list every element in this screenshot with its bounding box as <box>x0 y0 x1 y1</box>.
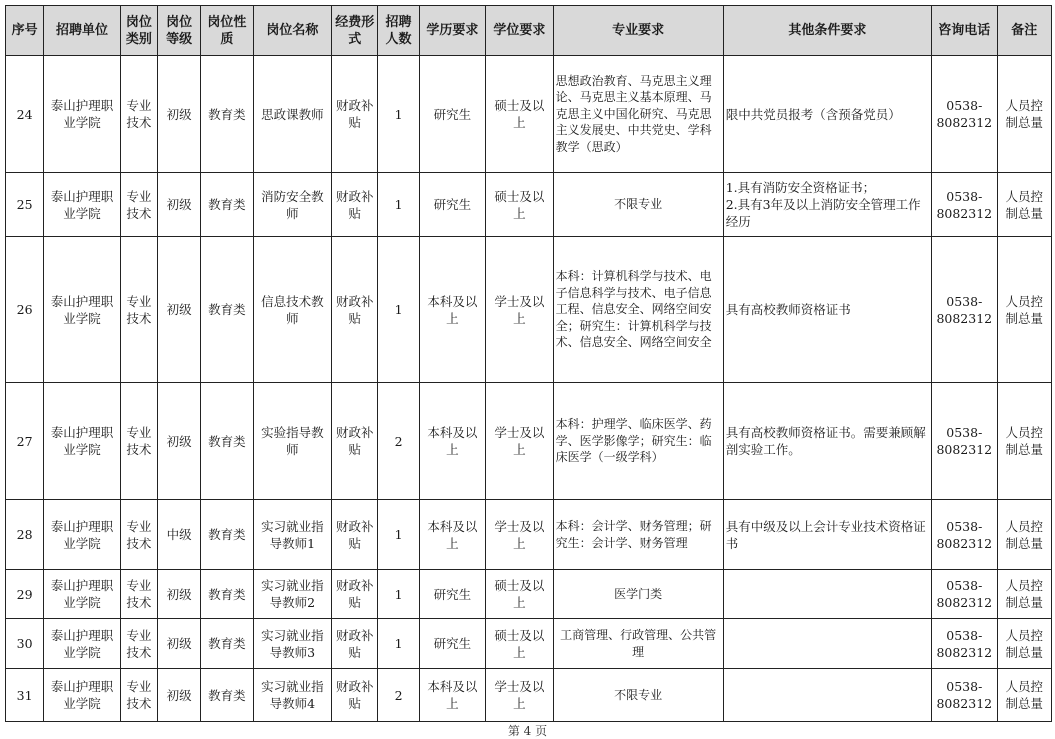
cell-level: 初级 <box>157 383 200 500</box>
cell-count: 1 <box>378 56 419 173</box>
cell-education: 本科及以上 <box>419 500 485 570</box>
cell-degree: 学士及以上 <box>486 383 553 500</box>
cell-category: 专业技术 <box>120 173 157 237</box>
cell-unit: 泰山护理职业学院 <box>44 383 121 500</box>
cell-category: 专业技术 <box>120 237 157 383</box>
cell-seq: 27 <box>6 383 44 500</box>
cell-other <box>723 669 931 722</box>
cell-phone: 0538-8082312 <box>932 173 997 237</box>
cell-unit: 泰山护理职业学院 <box>44 570 121 619</box>
cell-degree: 硕士及以上 <box>486 619 553 669</box>
cell-count: 1 <box>378 173 419 237</box>
recruitment-table <box>5 5 1052 722</box>
header-other: 其他条件要求 <box>723 6 931 56</box>
cell-degree: 硕士及以上 <box>486 56 553 173</box>
cell-other: 限中共党员报考（含预备党员） <box>723 56 931 173</box>
cell-seq: 24 <box>6 56 44 173</box>
cell-major: 本科：护理学、临床医学、药学、医学影像学；研究生：临床医学（一级学科） <box>553 383 723 500</box>
cell-other: 具有中级及以上会计专业技术资格证书 <box>723 500 931 570</box>
cell-major: 本科：会计学、财务管理；研究生：会计学、财务管理 <box>553 500 723 570</box>
cell-category: 专业技术 <box>120 56 157 173</box>
cell-major: 工商管理、行政管理、公共管理 <box>553 619 723 669</box>
cell-note: 人员控制总量 <box>997 237 1051 383</box>
cell-category: 专业技术 <box>120 383 157 500</box>
cell-phone: 0538-8082312 <box>932 237 997 383</box>
cell-note: 人员控制总量 <box>997 56 1051 173</box>
cell-phone: 0538-8082312 <box>932 383 997 500</box>
header-degree: 学位要求 <box>486 6 553 56</box>
cell-funding: 财政补贴 <box>332 56 378 173</box>
cell-funding: 财政补贴 <box>332 619 378 669</box>
cell-education: 研究生 <box>419 173 485 237</box>
cell-level: 初级 <box>157 619 200 669</box>
cell-phone: 0538-8082312 <box>932 500 997 570</box>
cell-phone: 0538-8082312 <box>932 56 997 173</box>
table-row <box>6 56 1052 173</box>
cell-other: 1.具有消防安全资格证书； 2.具有3年及以上消防安全管理工作经历 <box>723 173 931 237</box>
cell-category: 专业技术 <box>120 500 157 570</box>
table-row <box>6 669 1052 722</box>
cell-degree: 硕士及以上 <box>486 570 553 619</box>
cell-funding: 财政补贴 <box>332 669 378 722</box>
cell-seq: 28 <box>6 500 44 570</box>
cell-count: 1 <box>378 500 419 570</box>
header-post-name: 岗位名称 <box>253 6 332 56</box>
cell-nature: 教育类 <box>201 500 253 570</box>
cell-count: 1 <box>378 570 419 619</box>
cell-level: 中级 <box>157 500 200 570</box>
table-row <box>6 237 1052 383</box>
header-phone: 咨询电话 <box>932 6 997 56</box>
cell-nature: 教育类 <box>201 237 253 383</box>
cell-degree: 学士及以上 <box>486 669 553 722</box>
cell-seq: 30 <box>6 619 44 669</box>
header-level: 岗位等级 <box>157 6 200 56</box>
cell-education: 本科及以上 <box>419 237 485 383</box>
cell-education: 本科及以上 <box>419 669 485 722</box>
cell-nature: 教育类 <box>201 173 253 237</box>
header-major: 专业要求 <box>553 6 723 56</box>
cell-note: 人员控制总量 <box>997 383 1051 500</box>
cell-nature: 教育类 <box>201 570 253 619</box>
cell-unit: 泰山护理职业学院 <box>44 173 121 237</box>
header-unit: 招聘单位 <box>44 6 121 56</box>
page-number: 第 4 页 <box>507 724 548 738</box>
cell-nature: 教育类 <box>201 669 253 722</box>
cell-note: 人员控制总量 <box>997 570 1051 619</box>
cell-degree: 硕士及以上 <box>486 173 553 237</box>
cell-funding: 财政补贴 <box>332 500 378 570</box>
cell-major: 思想政治教育、马克思主义理论、马克思主义基本原理、马克思主义中国化研究、马克思主义发展史、中共党史、学科教学（思政） <box>553 56 723 173</box>
header-note: 备注 <box>997 6 1051 56</box>
header-category: 岗位类别 <box>120 6 157 56</box>
cell-seq: 26 <box>6 237 44 383</box>
cell-post-name: 实习就业指导教师3 <box>253 619 332 669</box>
cell-education: 本科及以上 <box>419 383 485 500</box>
table-row <box>6 500 1052 570</box>
cell-category: 专业技术 <box>120 619 157 669</box>
cell-major: 不限专业 <box>553 173 723 237</box>
cell-phone: 0538-8082312 <box>932 619 997 669</box>
cell-unit: 泰山护理职业学院 <box>44 669 121 722</box>
cell-degree: 学士及以上 <box>486 500 553 570</box>
header-education: 学历要求 <box>419 6 485 56</box>
cell-level: 初级 <box>157 56 200 173</box>
cell-other <box>723 619 931 669</box>
cell-nature: 教育类 <box>201 619 253 669</box>
cell-other: 具有高校教师资格证书。需要兼顾解剖实验工作。 <box>723 383 931 500</box>
cell-post-name: 消防安全教师 <box>253 173 332 237</box>
header-seq: 序号 <box>6 6 44 56</box>
cell-note: 人员控制总量 <box>997 669 1051 722</box>
cell-funding: 财政补贴 <box>332 237 378 383</box>
cell-phone: 0538-8082312 <box>932 570 997 619</box>
cell-seq: 29 <box>6 570 44 619</box>
cell-post-name: 实习就业指导教师1 <box>253 500 332 570</box>
cell-major: 医学门类 <box>553 570 723 619</box>
cell-level: 初级 <box>157 669 200 722</box>
cell-major: 不限专业 <box>553 669 723 722</box>
cell-post-name: 信息技术教师 <box>253 237 332 383</box>
cell-phone: 0538-8082312 <box>932 669 997 722</box>
cell-category: 专业技术 <box>120 669 157 722</box>
cell-education: 研究生 <box>419 56 485 173</box>
cell-nature: 教育类 <box>201 383 253 500</box>
cell-unit: 泰山护理职业学院 <box>44 237 121 383</box>
cell-level: 初级 <box>157 237 200 383</box>
cell-degree: 学士及以上 <box>486 237 553 383</box>
header-count: 招聘人数 <box>378 6 419 56</box>
cell-unit: 泰山护理职业学院 <box>44 56 121 173</box>
table-row <box>6 570 1052 619</box>
header-nature: 岗位性质 <box>201 6 253 56</box>
cell-funding: 财政补贴 <box>332 570 378 619</box>
cell-other: 具有高校教师资格证书 <box>723 237 931 383</box>
cell-count: 1 <box>378 619 419 669</box>
cell-count: 1 <box>378 237 419 383</box>
cell-education: 研究生 <box>419 619 485 669</box>
cell-education: 研究生 <box>419 570 485 619</box>
cell-other <box>723 570 931 619</box>
cell-major: 本科：计算机科学与技术、电子信息科学与技术、电子信息工程、信息安全、网络空间安全；研究生：计算机科学与技术、信息安全、网络空间安全 <box>553 237 723 383</box>
header-funding: 经费形式 <box>332 6 378 56</box>
cell-level: 初级 <box>157 173 200 237</box>
cell-post-name: 思政课教师 <box>253 56 332 173</box>
cell-note: 人员控制总量 <box>997 619 1051 669</box>
cell-level: 初级 <box>157 570 200 619</box>
cell-post-name: 实验指导教师 <box>253 383 332 500</box>
cell-count: 2 <box>378 669 419 722</box>
table-row <box>6 619 1052 669</box>
cell-note: 人员控制总量 <box>997 500 1051 570</box>
cell-seq: 31 <box>6 669 44 722</box>
cell-post-name: 实习就业指导教师2 <box>253 570 332 619</box>
cell-note: 人员控制总量 <box>997 173 1051 237</box>
table-row <box>6 173 1052 237</box>
table-row <box>6 383 1052 500</box>
cell-nature: 教育类 <box>201 56 253 173</box>
cell-count: 2 <box>378 383 419 500</box>
cell-post-name: 实习就业指导教师4 <box>253 669 332 722</box>
cell-funding: 财政补贴 <box>332 383 378 500</box>
cell-seq: 25 <box>6 173 44 237</box>
cell-category: 专业技术 <box>120 570 157 619</box>
cell-unit: 泰山护理职业学院 <box>44 619 121 669</box>
cell-funding: 财政补贴 <box>332 173 378 237</box>
header-row <box>6 6 1052 56</box>
cell-unit: 泰山护理职业学院 <box>44 500 121 570</box>
